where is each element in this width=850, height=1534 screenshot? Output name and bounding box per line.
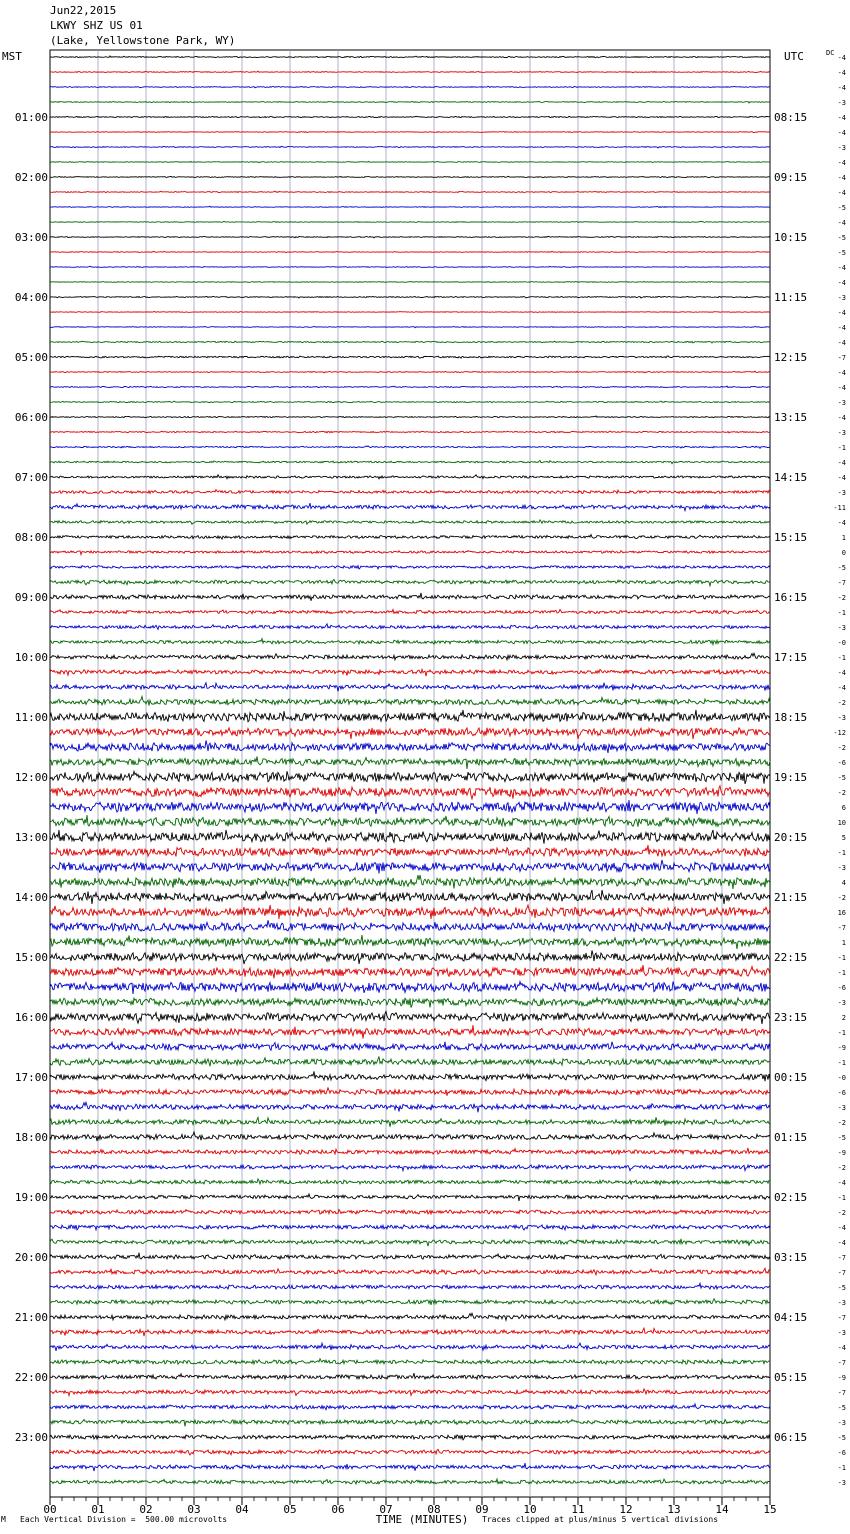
trace-offset-label: -3	[837, 1104, 846, 1112]
utc-hour-label: 15:15	[774, 531, 808, 544]
trace-line	[50, 326, 770, 327]
utc-hour-label: 23:15	[774, 1011, 808, 1024]
trace-line	[50, 1479, 770, 1484]
trace-line	[50, 1239, 770, 1246]
trace-line	[50, 460, 770, 463]
trace-line	[50, 875, 770, 889]
x-tick-label: 13	[667, 1503, 681, 1516]
trace-line	[50, 161, 770, 162]
trace-line	[50, 56, 770, 58]
utc-hour-label: 13:15	[774, 411, 808, 424]
trace-offset-label: -3	[837, 714, 846, 722]
utc-hour-label: 20:15	[774, 831, 808, 844]
trace-offset-label: 6	[841, 804, 846, 812]
trace-line	[50, 416, 770, 418]
trace-line	[50, 771, 770, 784]
trace-line	[50, 236, 770, 238]
trace-offset-label: -6	[837, 759, 846, 767]
utc-hour-label: 16:15	[774, 591, 808, 604]
mst-hour-label: 02:00	[14, 171, 48, 184]
trace-line	[50, 830, 770, 844]
mst-hour-label: 11:00	[14, 711, 48, 724]
trace-line	[50, 1283, 770, 1289]
trace-line	[50, 251, 770, 252]
trace-offset-label: -9	[837, 1374, 846, 1382]
trace-offset-label: -3	[837, 999, 846, 1007]
trace-offset-label: -1	[837, 1029, 846, 1037]
trace-offset-label: -5	[837, 204, 846, 212]
utc-hour-label: 11:15	[774, 291, 808, 304]
trace-offset-label: -4	[837, 189, 846, 197]
trace-line	[50, 683, 770, 692]
trace-offset-label: -1	[837, 1059, 846, 1067]
trace-offset-label: -3	[837, 99, 846, 107]
trace-offset-label: -6	[837, 1449, 846, 1457]
left-timezone-label: MST	[2, 50, 22, 63]
trace-line	[50, 86, 770, 88]
trace-offset-label: -4	[837, 54, 846, 62]
trace-line	[50, 669, 770, 676]
x-tick-label: 00	[43, 1503, 57, 1516]
utc-hour-label: 04:15	[774, 1311, 808, 1324]
trace-line	[50, 475, 770, 479]
trace-line	[50, 982, 770, 995]
trace-line	[50, 503, 770, 511]
trace-offset-label: -3	[837, 1479, 846, 1487]
trace-line	[50, 1210, 770, 1215]
trace-line	[50, 116, 770, 117]
trace-offset-label: -3	[837, 864, 846, 872]
trace-line	[50, 1463, 770, 1471]
trace-offset-label: -6	[837, 984, 846, 992]
utc-hour-label: 05:15	[774, 1371, 808, 1384]
trace-offset-label: -4	[837, 129, 846, 137]
mst-hour-label: 21:00	[14, 1311, 48, 1324]
trace-line	[50, 566, 770, 569]
trace-offset-label: -3	[837, 1419, 846, 1427]
utc-hour-label: 17:15	[774, 651, 808, 664]
mst-hour-label: 07:00	[14, 471, 48, 484]
mst-hour-label: 09:00	[14, 591, 48, 604]
trace-offset-label: -4	[837, 69, 846, 77]
trace-line	[50, 520, 770, 524]
utc-hour-label: 14:15	[774, 471, 808, 484]
trace-line	[50, 710, 770, 722]
trace-offset-label: 4	[841, 879, 846, 887]
trace-offset-label: -4	[837, 159, 846, 167]
trace-offset-label: -4	[837, 264, 846, 272]
trace-line	[50, 1117, 770, 1127]
trace-line	[50, 1299, 770, 1305]
trace-offset-label: 1	[841, 534, 846, 542]
trace-offset-label: -4	[837, 474, 846, 482]
trace-line	[50, 535, 770, 540]
utc-hour-label: 10:15	[774, 231, 808, 244]
mst-hour-label: 19:00	[14, 1191, 48, 1204]
trace-offset-label: -4	[837, 684, 846, 692]
trace-offset-label: -5	[837, 774, 846, 782]
trace-line	[50, 1435, 770, 1440]
trace-line	[50, 551, 770, 555]
trace-offset-label: -4	[837, 309, 846, 317]
trace-line	[50, 696, 770, 705]
x-tick-label: 11	[571, 1503, 585, 1516]
trace-offset-label: -7	[837, 579, 846, 587]
trace-offset-label: -7	[837, 354, 846, 362]
trace-offset-label: -2	[837, 894, 846, 902]
trace-offset-label: -5	[837, 249, 846, 257]
trace-offset-label: -1	[837, 654, 846, 662]
trace-line	[50, 728, 770, 739]
trace-line	[50, 610, 770, 614]
trace-offset-label: -3	[837, 1299, 846, 1307]
trace-line	[50, 890, 770, 904]
trace-line	[50, 446, 770, 449]
trace-offset-label: -12	[833, 729, 846, 737]
mst-hour-label: 06:00	[14, 411, 48, 424]
utc-hour-label: 02:15	[774, 1191, 808, 1204]
trace-offset-label: -4	[837, 414, 846, 422]
trace-line	[50, 1148, 770, 1154]
trace-offset-label: -4	[837, 114, 846, 122]
trace-offset-label: -5	[837, 1434, 846, 1442]
trace-line	[50, 356, 770, 358]
station-location: (Lake, Yellowstone Park, WY)	[50, 34, 236, 47]
trace-line	[50, 756, 770, 769]
trace-line	[50, 1071, 770, 1081]
mst-hour-label: 10:00	[14, 651, 48, 664]
trace-line	[50, 1179, 770, 1185]
trace-offset-label: -5	[837, 1404, 846, 1412]
trace-offset-label: -3	[837, 624, 846, 632]
trace-offset-label: -5	[837, 234, 846, 242]
trace-line	[50, 1253, 770, 1260]
trace-offset-label: -1	[837, 609, 846, 617]
trace-offset-label: -1	[837, 444, 846, 452]
trace-line	[50, 815, 770, 827]
trace-offset-label: -5	[837, 1284, 846, 1292]
utc-hour-label: 03:15	[774, 1251, 808, 1264]
mst-hour-label: 04:00	[14, 291, 48, 304]
trace-offset-label: -7	[837, 1254, 846, 1262]
trace-line	[50, 786, 770, 799]
trace-offset-label: -4	[837, 279, 846, 287]
trace-line	[50, 1165, 770, 1171]
x-tick-label: 14	[715, 1503, 729, 1516]
trace-offset-label: -7	[837, 1359, 846, 1367]
trace-offset-label: -11	[833, 504, 846, 512]
trace-line	[50, 580, 770, 586]
utc-hour-label: 08:15	[774, 111, 808, 124]
trace-offset-label: -2	[837, 1209, 846, 1217]
trace-line	[50, 845, 770, 857]
trace-offset-label: -0	[837, 639, 846, 647]
trace-offset-label: -3	[837, 144, 846, 152]
trace-line	[50, 1225, 770, 1230]
trace-line	[50, 1011, 770, 1024]
trace-offset-label: -1	[837, 1464, 846, 1472]
trace-offset-label: -4	[837, 384, 846, 392]
x-tick-label: 02	[139, 1503, 153, 1516]
utc-hour-label: 21:15	[774, 891, 808, 904]
mst-hour-label: 08:00	[14, 531, 48, 544]
trace-offset-label: -9	[837, 1149, 846, 1157]
utc-hour-label: 22:15	[774, 951, 808, 964]
trace-offset-label: -2	[837, 594, 846, 602]
trace-offset-label: -1	[837, 1194, 846, 1202]
trace-offset-label: -5	[837, 564, 846, 572]
trace-offset-label: -2	[837, 1119, 846, 1127]
trace-offset-label: -4	[837, 324, 846, 332]
trace-offset-label: -4	[837, 174, 846, 182]
trace-line	[50, 71, 770, 73]
clipping-note: Traces clipped at plus/minus 5 vertical divisions	[482, 1515, 719, 1524]
trace-line	[50, 311, 770, 312]
trace-line	[50, 101, 770, 103]
trace-line	[50, 1025, 770, 1039]
trace-line	[50, 490, 770, 494]
trace-offset-label: -7	[837, 924, 846, 932]
utc-hour-label: 19:15	[774, 771, 808, 784]
trace-line	[50, 341, 770, 343]
mst-hour-label: 17:00	[14, 1071, 48, 1084]
trace-offset-label: -0	[837, 1074, 846, 1082]
utc-hour-label: 18:15	[774, 711, 808, 724]
trace-offset-label: 1	[841, 939, 846, 947]
trace-offset-label: 10	[837, 819, 846, 827]
x-axis-title: TIME (MINUTES)	[375, 1513, 469, 1526]
trace-line	[50, 1102, 770, 1112]
trace-line	[50, 1389, 770, 1396]
x-tick-label: 04	[235, 1503, 249, 1516]
x-tick-label: 01	[91, 1503, 105, 1516]
trace-line	[50, 639, 770, 645]
trace-line	[50, 653, 770, 660]
mst-hour-label: 15:00	[14, 951, 48, 964]
trace-line	[50, 1373, 770, 1379]
trace-line	[50, 624, 770, 630]
trace-offset-label: -4	[837, 219, 846, 227]
trace-line	[50, 1132, 770, 1141]
trace-line	[50, 296, 770, 298]
mst-hour-label: 20:00	[14, 1251, 48, 1264]
trace-line	[50, 860, 770, 874]
trace-line	[50, 920, 770, 931]
dc-label: DC	[826, 49, 835, 57]
trace-offset-label: -4	[837, 1179, 846, 1187]
trace-line	[50, 386, 770, 388]
trace-line	[50, 740, 770, 753]
trace-line	[50, 1420, 770, 1427]
mst-hour-label: 12:00	[14, 771, 48, 784]
mst-hour-label: 16:00	[14, 1011, 48, 1024]
trace-offset-label: -7	[837, 1389, 846, 1397]
trace-line	[50, 1056, 770, 1066]
trace-offset-label: -6	[837, 1089, 846, 1097]
station-id: LKWY SHZ US 01	[50, 19, 143, 32]
trace-offset-label: -3	[837, 489, 846, 497]
mst-hour-label: 23:00	[14, 1431, 48, 1444]
trace-offset-label: 5	[841, 834, 846, 842]
utc-hour-label: 09:15	[774, 171, 808, 184]
utc-hour-label: 00:15	[774, 1071, 808, 1084]
mst-hour-label: 01:00	[14, 111, 48, 124]
trace-line	[50, 1042, 770, 1051]
trace-offset-label: -2	[837, 789, 846, 797]
trace-line	[50, 1088, 770, 1096]
utc-hour-label: 06:15	[774, 1431, 808, 1444]
trace-offset-label: -7	[837, 1314, 846, 1322]
trace-line	[50, 800, 770, 814]
trace-line	[50, 1404, 770, 1410]
trace-offset-label: -1	[837, 954, 846, 962]
trace-line	[50, 266, 770, 267]
trace-offset-label: -2	[837, 744, 846, 752]
x-tick-label: 03	[187, 1503, 201, 1516]
footer-mark: M	[1, 1515, 6, 1524]
x-tick-label: 07	[379, 1503, 393, 1516]
trace-line	[50, 1194, 770, 1201]
trace-line	[50, 1359, 770, 1365]
trace-line	[50, 221, 770, 222]
trace-offset-label: -1	[837, 969, 846, 977]
x-tick-label: 05	[283, 1503, 297, 1516]
x-tick-label: 09	[475, 1503, 489, 1516]
trace-line	[50, 1343, 770, 1351]
trace-offset-label: -4	[837, 339, 846, 347]
record-date: Jun22,2015	[50, 4, 117, 17]
trace-offset-label: -4	[837, 1224, 846, 1232]
trace-offset-label: -2	[837, 699, 846, 707]
trace-offset-label: -9	[837, 1044, 846, 1052]
trace-offset-label: -4	[837, 1239, 846, 1247]
trace-line	[50, 281, 770, 282]
mst-hour-label: 18:00	[14, 1131, 48, 1144]
mst-hour-label: 03:00	[14, 231, 48, 244]
trace-offset-label: -2	[837, 1164, 846, 1172]
mst-hour-label: 13:00	[14, 831, 48, 844]
x-tick-label: 12	[619, 1503, 633, 1516]
trace-line	[50, 998, 770, 1008]
trace-offset-label: -3	[837, 1329, 846, 1337]
trace-line	[50, 905, 770, 919]
x-tick-label: 15	[763, 1503, 777, 1516]
trace-offset-label: 16	[837, 909, 846, 917]
mst-hour-label: 05:00	[14, 351, 48, 364]
trace-line	[50, 1268, 770, 1275]
vertical-scale-note: Each Vertical Division = 500.00 microvolts	[20, 1515, 228, 1524]
utc-hour-label: 01:15	[774, 1131, 808, 1144]
trace-offset-label: -5	[837, 1134, 846, 1142]
trace-line	[50, 593, 770, 601]
trace-line	[50, 1449, 770, 1455]
trace-offset-label: -7	[837, 1269, 846, 1277]
trace-offset-label: -4	[837, 84, 846, 92]
trace-line	[50, 1313, 770, 1320]
trace-line	[50, 935, 770, 949]
utc-hour-label: 12:15	[774, 351, 808, 364]
trace-offset-label: -4	[837, 1344, 846, 1352]
trace-line	[50, 431, 770, 433]
x-tick-label: 10	[523, 1503, 537, 1516]
trace-offset-label: -3	[837, 399, 846, 407]
trace-offset-label: 2	[841, 1014, 846, 1022]
trace-line	[50, 371, 770, 373]
x-tick-label: 08	[427, 1503, 441, 1516]
trace-line	[50, 146, 770, 148]
trace-offset-label: -4	[837, 369, 846, 377]
trace-line	[50, 1328, 770, 1336]
trace-offset-label: -4	[837, 459, 846, 467]
trace-line	[50, 401, 770, 403]
trace-line	[50, 191, 770, 193]
trace-line	[50, 965, 770, 978]
trace-line	[50, 950, 770, 964]
trace-offset-label: -4	[837, 669, 846, 677]
x-tick-label: 06	[331, 1503, 345, 1516]
trace-offset-label: -3	[837, 429, 846, 437]
trace-offset-label: -3	[837, 294, 846, 302]
trace-line	[50, 206, 770, 207]
trace-line	[50, 132, 770, 133]
mst-hour-label: 22:00	[14, 1371, 48, 1384]
right-timezone-label: UTC	[784, 50, 804, 63]
trace-offset-label: -1	[837, 849, 846, 857]
trace-line	[50, 176, 770, 177]
mst-hour-label: 14:00	[14, 891, 48, 904]
trace-offset-label: 0	[841, 549, 846, 557]
trace-offset-label: -4	[837, 519, 846, 527]
